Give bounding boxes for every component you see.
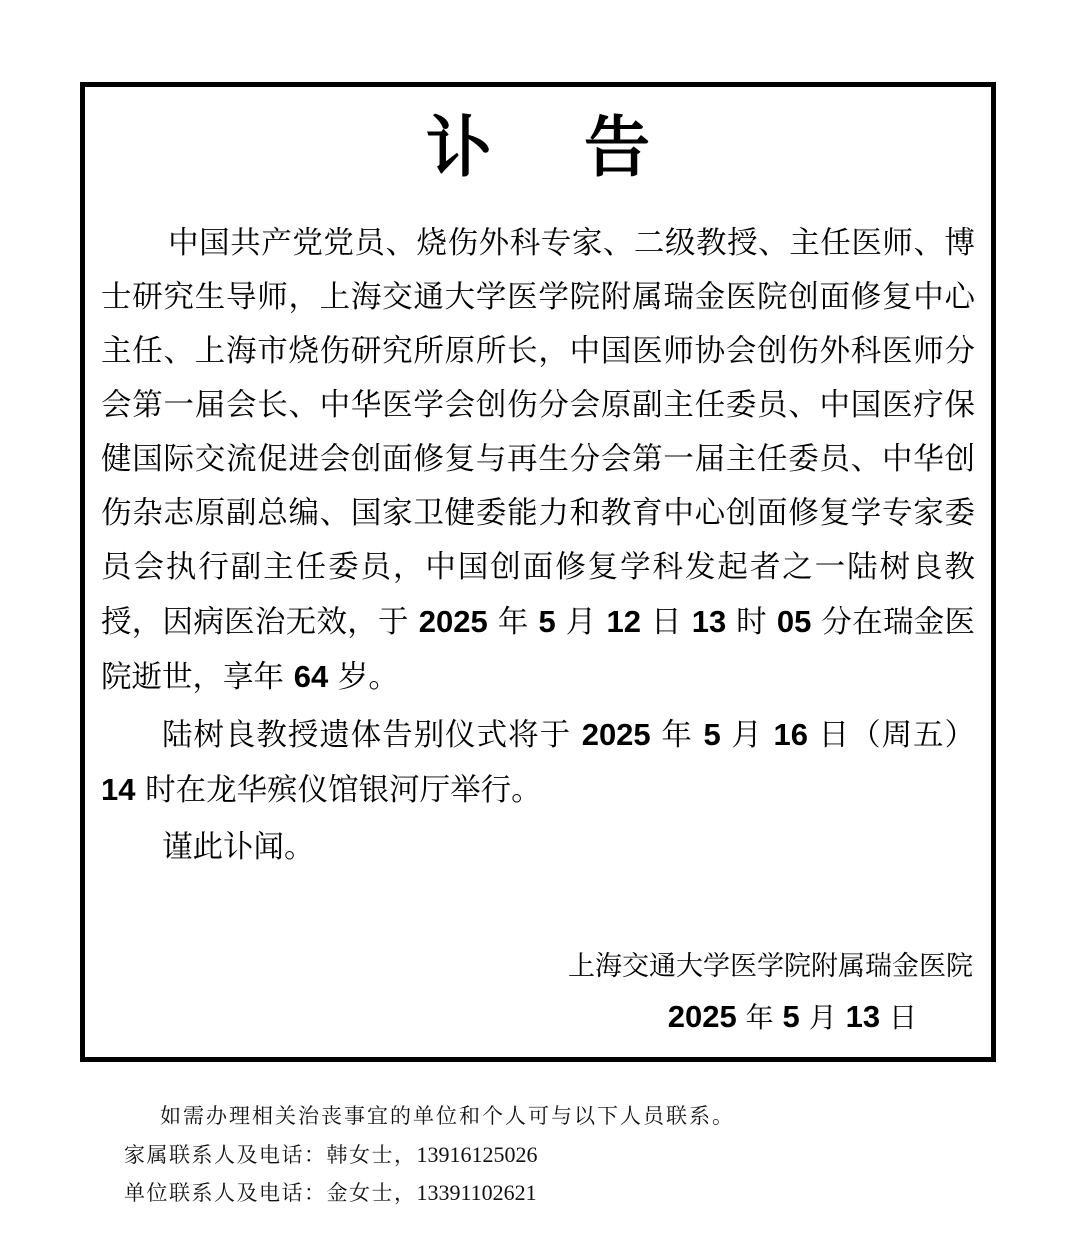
title-char-1: 讣	[426, 109, 492, 186]
text-fragment: 陆树良教授遗体告别仪式将于	[162, 718, 582, 753]
farewell-ceremony-paragraph	[101, 708, 975, 818]
text-fragment: 年	[487, 605, 539, 640]
text-fragment: 时	[726, 605, 777, 640]
text-fragment: 月	[799, 1001, 846, 1034]
notice-title	[85, 109, 991, 186]
obituary-paragraph	[101, 217, 975, 705]
signature-date	[668, 999, 917, 1036]
death-minute: 05	[776, 604, 812, 639]
text-fragment: 年	[650, 718, 704, 753]
unit-contact-phone: 13391102621	[416, 1180, 537, 1205]
text-fragment: 日（周五）	[808, 718, 976, 753]
text-fragment: 年	[736, 1001, 783, 1034]
unit-contact-name: 金女士，	[326, 1181, 417, 1205]
death-day: 12	[606, 604, 641, 639]
text-fragment: 月	[555, 605, 607, 640]
death-year: 2025	[418, 604, 488, 639]
family-contact-phone: 13916125026	[416, 1142, 538, 1167]
ceremony-hour: 14	[101, 772, 136, 807]
deceased-biography: 中国共产党党员、烧伤外科专家、二级教授、主任医师、博士研究生导师，上海交通大学医学院附属瑞金医院创面修复中心主任、上海市烧伤研究所原所长，中国医师协会创伤外科医师分会第一届会长、中华医学会创伤分会原副主任委员、中国医疗保健国际交流促进会创面修复与再生分会第一届主任委员、中华创伤杂志原副总编、国家卫健委能力和教育中心创面修复学专家委员会执行副主任委员，中国创面修复学科发起者之一陆树良教授，因病医治无效，于	[101, 226, 975, 640]
age: 64	[293, 659, 329, 694]
ceremony-day: 16	[773, 717, 808, 752]
text-fragment: 月	[720, 718, 774, 753]
family-contact	[124, 1140, 538, 1170]
text-fragment: 时在龙华殡仪馆银河厅举行。	[135, 773, 542, 808]
notice-body	[101, 217, 975, 875]
ceremony-year: 2025	[581, 717, 651, 752]
title-char-2: 告	[584, 109, 650, 186]
family-contact-label: 家属联系人及电话：	[124, 1143, 327, 1167]
unit-contact-label: 单位联系人及电话：	[124, 1181, 327, 1205]
signature-month: 5	[782, 999, 800, 1034]
closing-line: 谨此讣闻。	[162, 830, 315, 865]
ceremony-month: 5	[703, 717, 721, 752]
signature-year: 2025	[667, 999, 737, 1034]
signature-organization: 上海交通大学医学院附属瑞金医院	[568, 951, 973, 982]
obituary-notice-frame	[80, 82, 996, 1062]
text-fragment: 分在瑞金医院逝世，享年	[101, 605, 976, 695]
signature-day: 13	[845, 999, 881, 1034]
unit-contact	[124, 1178, 537, 1208]
death-hour: 13	[691, 604, 727, 639]
text-fragment: 日	[880, 1001, 917, 1034]
text-fragment: 岁。	[328, 660, 399, 695]
contact-intro: 如需办理相关治丧事宜的单位和个人可与以下人员联系。	[160, 1104, 735, 1128]
death-month: 5	[538, 604, 556, 639]
text-fragment: 日	[640, 605, 692, 640]
family-contact-name: 韩女士，	[326, 1143, 417, 1167]
